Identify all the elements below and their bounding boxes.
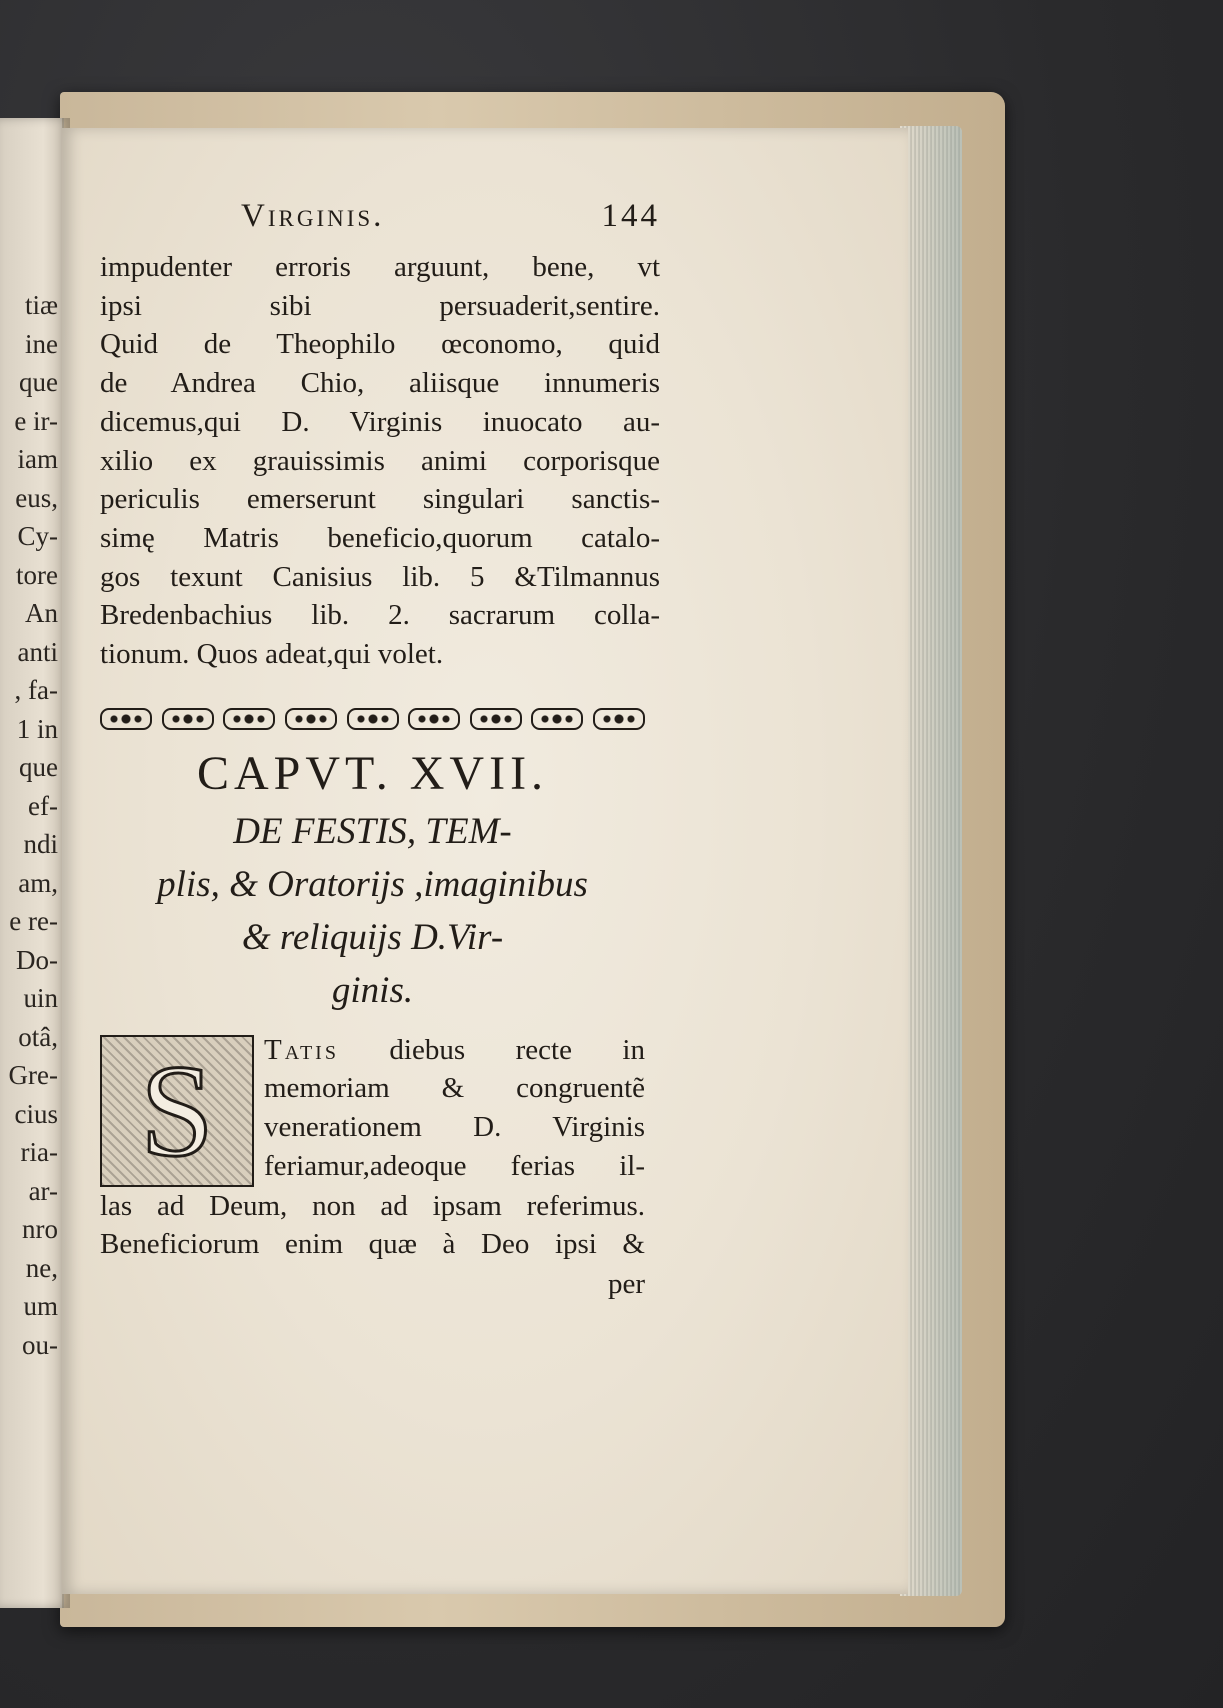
ornament-glyph xyxy=(347,708,399,730)
subtitle-line: ginis. xyxy=(331,969,414,1011)
text-line: Beneficiorum enim quæ à Deo ipsi & xyxy=(100,1228,645,1261)
page-content xyxy=(100,198,660,1301)
margin-fragment: ndi xyxy=(23,829,58,859)
margin-fragment: am, xyxy=(18,867,58,898)
continuation-text xyxy=(100,1187,645,1264)
ornament-glyph xyxy=(100,708,152,730)
margin-fragment: e re- xyxy=(9,906,58,936)
text-line-rest: diebus recte in xyxy=(338,1033,645,1066)
margin-fragment: anti xyxy=(17,636,58,667)
text-line: de Andrea Chio, aliisque innumeris xyxy=(100,367,660,400)
margin-fragment: ou- xyxy=(22,1329,58,1360)
left-page-margin-text xyxy=(0,286,60,1364)
ornament-glyph xyxy=(408,708,460,730)
margin-fragment: uin xyxy=(23,983,58,1013)
chapter-heading: CAPVT. XVII. xyxy=(196,746,549,800)
margin-fragment: que xyxy=(19,752,58,782)
margin-fragment: ne, xyxy=(25,1252,58,1283)
margin-fragment: ar- xyxy=(28,1175,58,1206)
margin-fragment: otâ, xyxy=(18,1021,58,1052)
running-title: Virginis. xyxy=(241,198,385,234)
margin-fragment: tore xyxy=(16,559,58,590)
text-line: dicemus,qui D. Virginis inuocato au- xyxy=(100,405,660,438)
text-line: Bredenbachius lib. 2. sacrarum colla- xyxy=(100,599,660,632)
margin-fragment: 1 in xyxy=(16,713,58,744)
ornament-glyph xyxy=(285,708,337,730)
page-number: 144 xyxy=(601,198,660,234)
ornament-glyph xyxy=(162,708,214,730)
text-line: feriamur,adeoque ferias il- xyxy=(264,1149,645,1182)
margin-fragment: um xyxy=(23,1291,58,1321)
text-line: gos texunt Canisius lib. 5 &Tilmannus xyxy=(100,560,660,593)
running-head xyxy=(100,198,660,248)
text-line: simę Matris beneficio,quorum catalo- xyxy=(100,521,660,554)
ornament-glyph xyxy=(531,708,583,730)
margin-fragment: Cy- xyxy=(17,521,58,551)
ornament-band xyxy=(100,704,645,734)
subtitle-line: DE FESTIS, TEM- xyxy=(233,810,512,852)
ornament-glyph xyxy=(223,708,275,730)
decorated-initial xyxy=(100,1035,254,1187)
smallcaps-word: Tatis xyxy=(264,1033,339,1066)
text-line: ipsi sibi persuaderit,sentire. xyxy=(100,289,660,322)
subtitle-line: & reliquijs D.Vir- xyxy=(241,916,504,958)
ornament-glyph xyxy=(470,708,522,730)
margin-fragment: ef- xyxy=(28,790,58,821)
text-line: memoriam & congruentẽ xyxy=(264,1072,645,1105)
drop-cap-letter: S xyxy=(140,1036,214,1184)
margin-fragment: , fa- xyxy=(14,675,58,705)
margin-fragment: An xyxy=(25,598,58,628)
text-line: venerationem D. Virginis xyxy=(264,1111,645,1144)
margin-fragment: ine xyxy=(25,328,58,359)
margin-fragment: Gre- xyxy=(8,1060,58,1090)
text-line: Quid de Theophilo œconomo, quid xyxy=(100,328,660,361)
page-edges-tint xyxy=(900,126,962,1596)
text-line: tionum. Quos adeat,qui volet. xyxy=(100,638,444,671)
margin-fragment: cius xyxy=(14,1098,58,1129)
margin-fragment: que xyxy=(19,367,58,397)
margin-fragment: nro xyxy=(22,1214,58,1244)
text-line: periculis emerserunt singulari sanctis- xyxy=(100,483,660,516)
catchword: per xyxy=(607,1268,645,1301)
margin-fragment: ria- xyxy=(20,1137,58,1167)
margin-fragment: iam xyxy=(17,444,58,474)
text-line: xilio ex grauissimis animi corporisque xyxy=(100,444,660,477)
margin-fragment: Do- xyxy=(16,944,58,975)
margin-fragment: eus, xyxy=(15,482,58,513)
paragraph xyxy=(100,248,660,674)
margin-fragment: e ir- xyxy=(14,405,58,436)
text-line: las ad Deum, non ad ipsam referimus. xyxy=(100,1189,645,1222)
subtitle-line: plis, & Oratorijs ,imaginibus xyxy=(157,863,588,905)
text-line: impudenter erroris arguunt, bene, vt xyxy=(100,251,660,283)
margin-fragment: tiæ xyxy=(24,290,58,320)
ornament-glyph xyxy=(593,708,645,730)
chapter-subtitle xyxy=(100,805,645,1017)
initial-paragraph xyxy=(100,1031,645,1264)
